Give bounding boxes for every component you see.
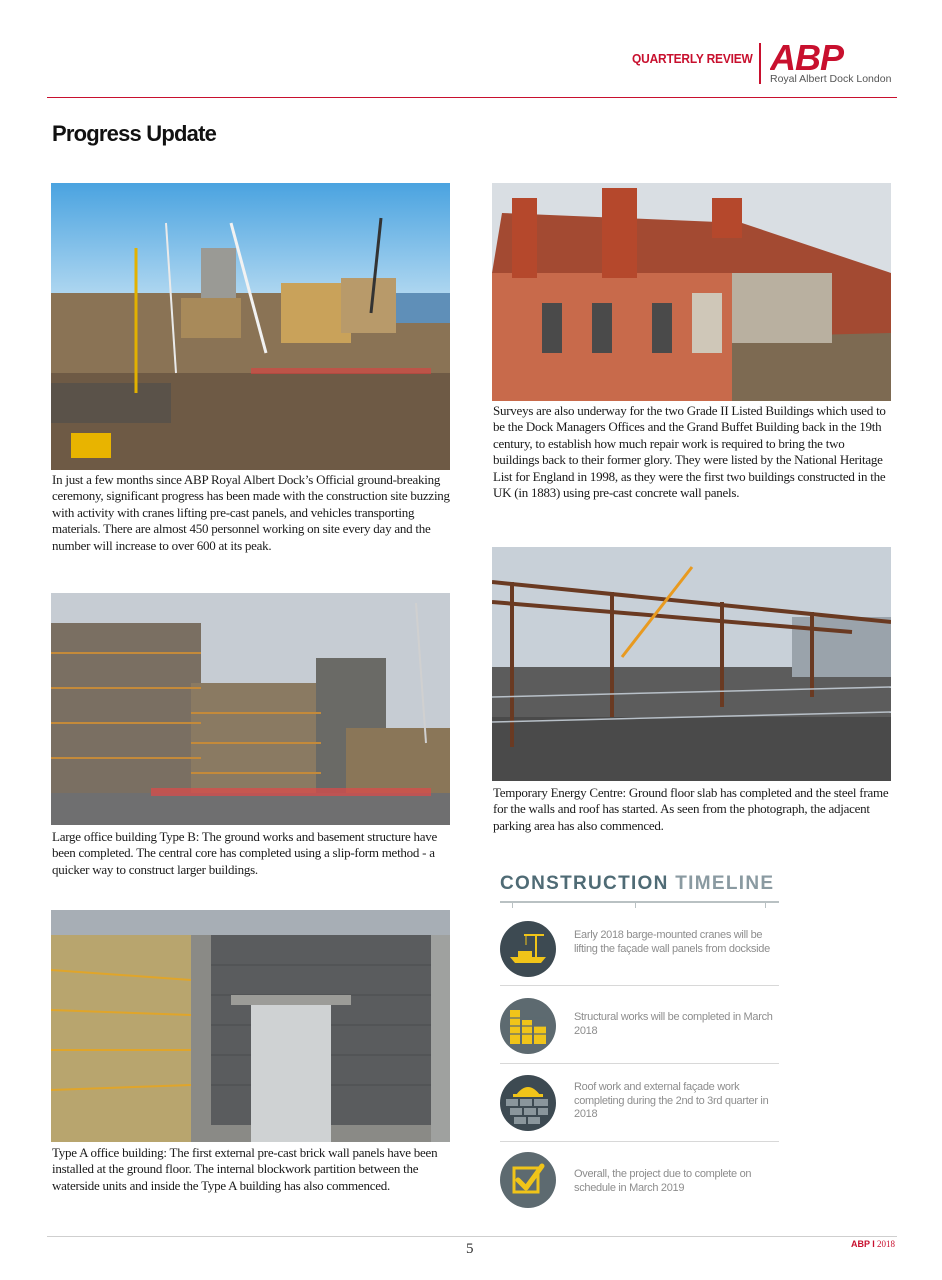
timeline-item xyxy=(500,921,779,979)
timeline-item xyxy=(500,1075,779,1133)
timeline-heading-part1: CONSTRUCTION xyxy=(500,873,669,894)
timeline-divider xyxy=(500,1141,779,1142)
timeline-heading-part2: TIMELINE xyxy=(675,873,775,894)
barge-crane-icon xyxy=(500,921,556,977)
type-a-caption: Type A office building: The first external pre-cast brick wall panels have been installed at the ground floor. The internal blockwork partition between the waterside units and inside the Type A building has also commenced. xyxy=(52,1145,438,1193)
timeline-item-text: Early 2018 barge-mounted cranes will be lifting the façade wall panels from dockside xyxy=(574,929,770,955)
building-structure-icon xyxy=(500,998,556,1054)
timeline-tick xyxy=(512,902,513,908)
site-overview-caption: In just a few months since ABP Royal Albert Dock’s Official ground-breaking ceremony, significant progress has been made with the construction site buzzing with activity with cranes lifting pre-cast panels, and vehicles transporting materials. There are almost 450 personnel working on site every day and the number will increase to over 600 at its peak. xyxy=(52,472,450,553)
timeline-item xyxy=(500,1152,779,1210)
page-number: 5 xyxy=(466,1241,474,1257)
quarterly-review-label: QUARTERLY REVIEW xyxy=(632,51,753,66)
energy-centre-caption: Temporary Energy Centre: Ground floor slab has completed and the steel frame for the walls and roof has started. As seen from the photograph, the adjacent parking area has also commenced. xyxy=(493,785,889,833)
footer-rule xyxy=(47,1236,897,1237)
timeline-rule xyxy=(500,901,779,903)
footer-brand xyxy=(851,1239,895,1249)
footer-brand-name: ABP xyxy=(851,1239,871,1249)
type-b-caption: Large office building Type B: The ground works and basement structure have been completed. The central core has completed using a slip-form method - a quicker way to construct larger buildings. xyxy=(52,829,438,877)
timeline-item xyxy=(500,998,779,1056)
type-a-building-photo xyxy=(51,910,450,1142)
header-rule xyxy=(47,97,897,98)
timeline-tick xyxy=(635,902,636,908)
listed-buildings-caption: Surveys are also underway for the two Grade II Listed Buildings which used to be the Dock Managers Offices and the Grand Buffet Building back in the 19th century, to establish how much repair work is required to bring the two buildings back to their former glory. They were listed by the National Heritage List for England in 1998, as they were the first two buildings constructed in the UK (in 1883) using pre-cast concrete wall panels. xyxy=(493,403,886,501)
footer-year: 2018 xyxy=(877,1239,896,1249)
type-b-building-photo xyxy=(51,593,450,825)
checkmark-icon xyxy=(500,1152,556,1208)
timeline-divider xyxy=(500,985,779,986)
site-overview-photo xyxy=(51,183,450,470)
timeline-divider xyxy=(500,1063,779,1064)
timeline-heading xyxy=(500,873,774,895)
page-title: Progress Update xyxy=(52,121,217,146)
abp-logo xyxy=(770,42,898,72)
timeline-item-text: Structural works will be completed in March 2018 xyxy=(574,1011,773,1037)
logo-text: ABP xyxy=(770,42,844,72)
footer-separator: I xyxy=(872,1239,875,1249)
hardhat-brick-icon xyxy=(500,1075,556,1131)
listed-buildings-photo xyxy=(492,183,891,401)
timeline-item-text: Overall, the project due to complete on schedule in March 2019 xyxy=(574,1168,752,1194)
timeline-item-text: Roof work and external façade work completing during the 2nd to 3rd quarter in 2018 xyxy=(574,1081,769,1120)
timeline-tick xyxy=(765,902,766,908)
header-separator xyxy=(759,43,761,84)
logo-subtitle: Royal Albert Dock London xyxy=(770,73,892,85)
energy-centre-photo xyxy=(492,547,891,781)
